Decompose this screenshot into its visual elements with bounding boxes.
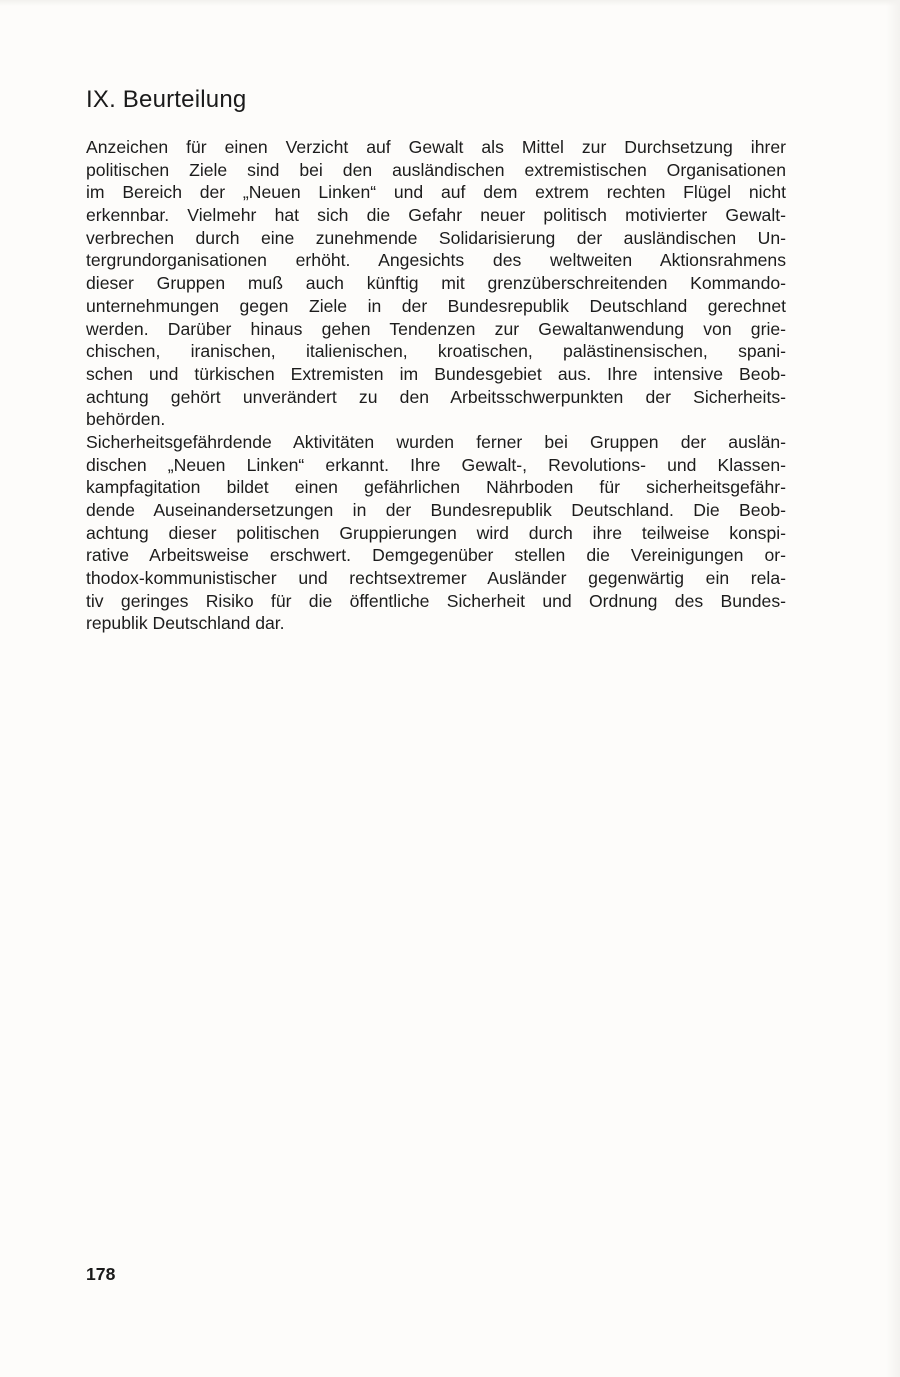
paragraph-2 xyxy=(86,431,786,635)
text-line: republik Deutschland dar. xyxy=(86,613,285,634)
text-line: schen und türkischen Extremisten im Bundesgebiet aus. Ihre intensive Beob- xyxy=(86,363,786,384)
text-line: unternehmungen gegen Ziele in der Bundesrepublik Deutschland gerechnet xyxy=(86,295,786,316)
text-line: erkennbar. Vielmehr hat sich die Gefahr neuer politisch motivierter Gewalt- xyxy=(86,205,786,226)
text-line: achtung gehört unverändert zu den Arbeitsschwerpunkten der Sicherheits- xyxy=(86,386,786,407)
text-line: im Bereich der „Neuen Linken“ und auf dem extrem rechten Flügel nicht xyxy=(86,182,786,203)
section-heading: IX. Beurteilung xyxy=(86,86,247,113)
text-line: werden. Darüber hinaus gehen Tendenzen zur Gewaltanwendung von grie- xyxy=(86,318,786,339)
text-line: dischen „Neuen Linken“ erkannt. Ihre Gewalt-, Revolutions- und Klassen- xyxy=(86,454,786,475)
text-line: thodox-kommunistischer und rechtsextremer Ausländer gegenwärtig ein rela- xyxy=(86,568,786,589)
scan-edge-top xyxy=(0,0,900,6)
text-line: verbrechen durch eine zunehmende Solidarisierung der ausländischen Un- xyxy=(86,227,786,248)
text-line: tergrundorganisationen erhöht. Angesichts des weltweiten Aktionsrahmens xyxy=(86,250,786,271)
text-line: rative Arbeitsweise erschwert. Demgegenüber stellen die Vereinigungen or- xyxy=(86,545,786,566)
text-line: dende Auseinandersetzungen in der Bundesrepublik Deutschland. Die Beob- xyxy=(86,500,786,520)
paragraph-1 xyxy=(86,136,786,431)
text-line: achtung dieser politischen Gruppierungen wird durch ihre teilweise konspi- xyxy=(86,522,786,543)
scan-edge-right xyxy=(886,0,900,1377)
text-line: dieser Gruppen muß auch künftig mit grenzüberschreitenden Kommando- xyxy=(86,273,786,294)
text-line: Anzeichen für einen Verzicht auf Gewalt als Mittel zur Durchsetzung ihrer xyxy=(86,137,786,157)
text-line: Sicherheitsgefährdende Aktivitäten wurden ferner bei Gruppen der auslän- xyxy=(86,431,786,452)
text-line: behörden. xyxy=(86,409,166,430)
body-text xyxy=(86,136,786,635)
text-line: politischen Ziele sind bei den ausländischen extremistischen Organisationen xyxy=(86,159,786,180)
text-line: tiv geringes Risiko für die öffentliche Sicherheit und Ordnung des Bundes- xyxy=(86,590,786,611)
text-line: chischen, iranischen, italienischen, kroatischen, palästinensischen, spani- xyxy=(86,341,786,362)
page-number: 178 xyxy=(86,1264,116,1284)
text-line: kampfagitation bildet einen gefährlichen Nährboden für sicherheitsgefähr- xyxy=(86,477,786,498)
